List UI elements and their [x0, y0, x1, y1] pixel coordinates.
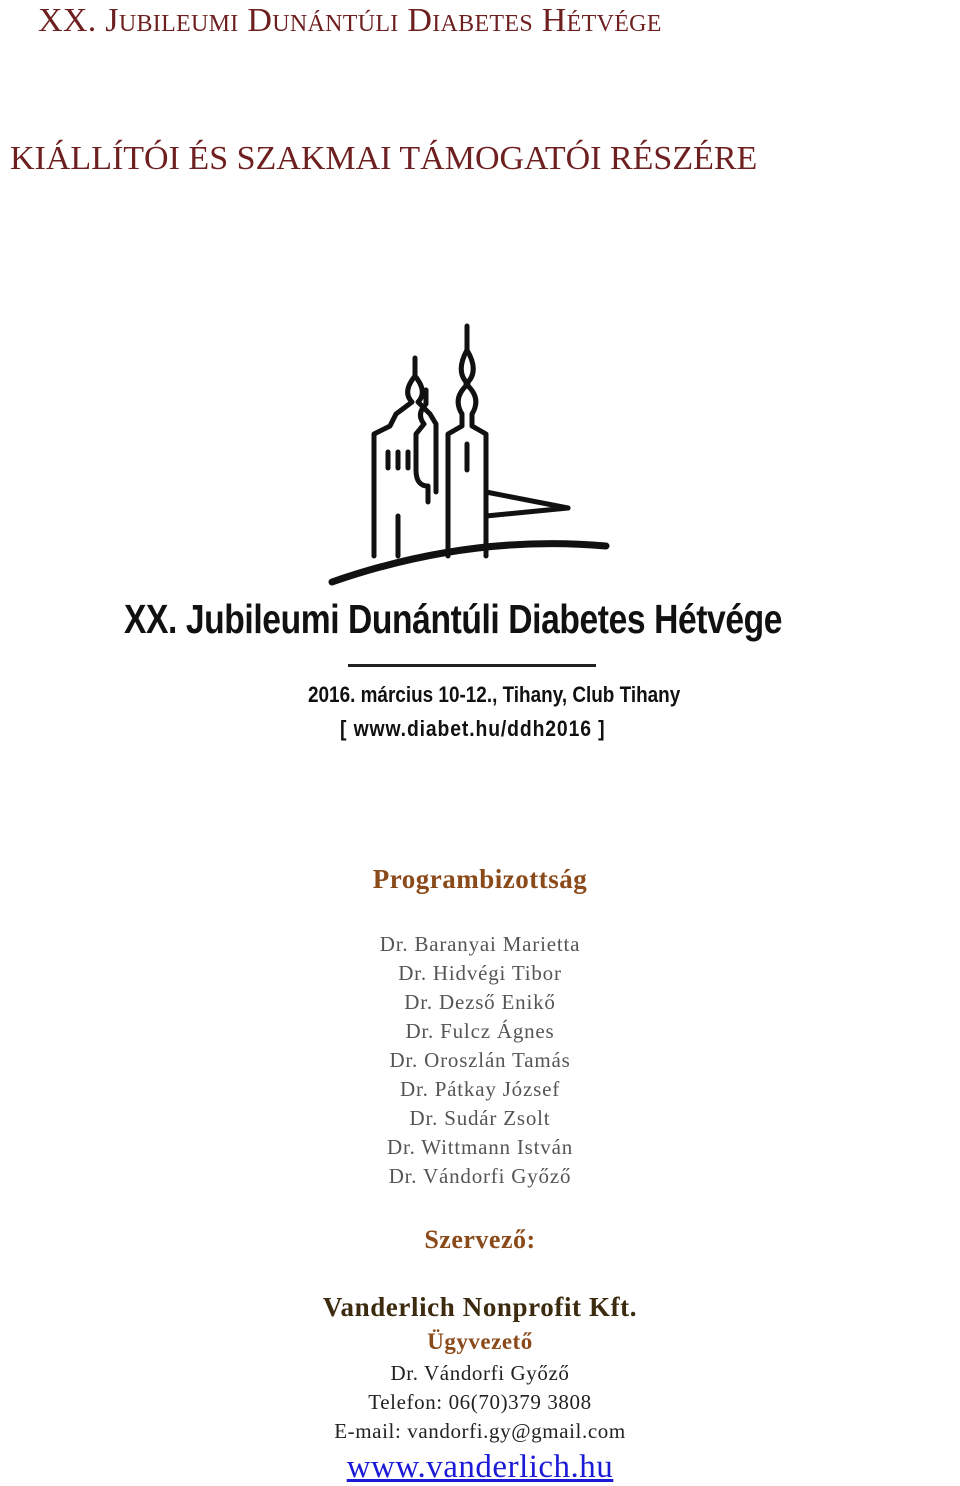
committee-member: Dr. Sudár Zsolt	[409, 1106, 551, 1130]
document-title: XX. Jubileumi Dunántúli Diabetes Hétvége	[38, 2, 662, 39]
committee-member: Dr. Oroszlán Tamás	[389, 1048, 571, 1072]
committee-member: Dr. Vándorfi Győző	[388, 1164, 572, 1188]
committee-member: Dr. Fulcz Ágnes	[405, 1019, 555, 1043]
document-subtitle: KIÁLLÍTÓI ÉS SZAKMAI TÁMOGATÓI RÉSZÉRE	[10, 140, 758, 177]
organizer-heading: Szervező:	[424, 1225, 536, 1254]
logo-url: [ www.diabet.hu/ddh2016 ]	[340, 716, 606, 741]
logo-date-place: 2016. március 10-12., Tihany, Club Tihany	[308, 682, 681, 707]
website-link[interactable]: www.vanderlich.hu	[346, 1449, 614, 1485]
church-towers-icon	[110, 320, 830, 600]
logo-divider	[348, 664, 596, 667]
committee-heading: Programbizottság	[372, 864, 588, 894]
committee-member: Dr. Pátkay József	[400, 1077, 560, 1101]
contact-block	[0, 1359, 960, 1446]
committee-member: Dr. Baranyai Marietta	[379, 932, 581, 956]
email-address: E-mail: vandorfi.gy@gmail.com	[334, 1419, 626, 1443]
event-logo	[110, 320, 830, 750]
organizer-company: Vanderlich Nonprofit Kft.	[322, 1292, 638, 1322]
committee-member: Dr. Hidvégi Tibor	[398, 961, 562, 985]
manager-name: Dr. Vándorfi Győző	[390, 1361, 570, 1385]
logo-title: XX. Jubileumi Dunántúli Diabetes Hétvége	[124, 596, 783, 642]
committee-member-list	[0, 930, 960, 1191]
committee-member: Dr. Dezső Enikő	[404, 990, 556, 1014]
committee-member: Dr. Wittmann István	[386, 1135, 574, 1159]
manager-title: Ügyvezető	[427, 1329, 533, 1354]
phone-number: Telefon: 06(70)379 3808	[368, 1390, 592, 1414]
